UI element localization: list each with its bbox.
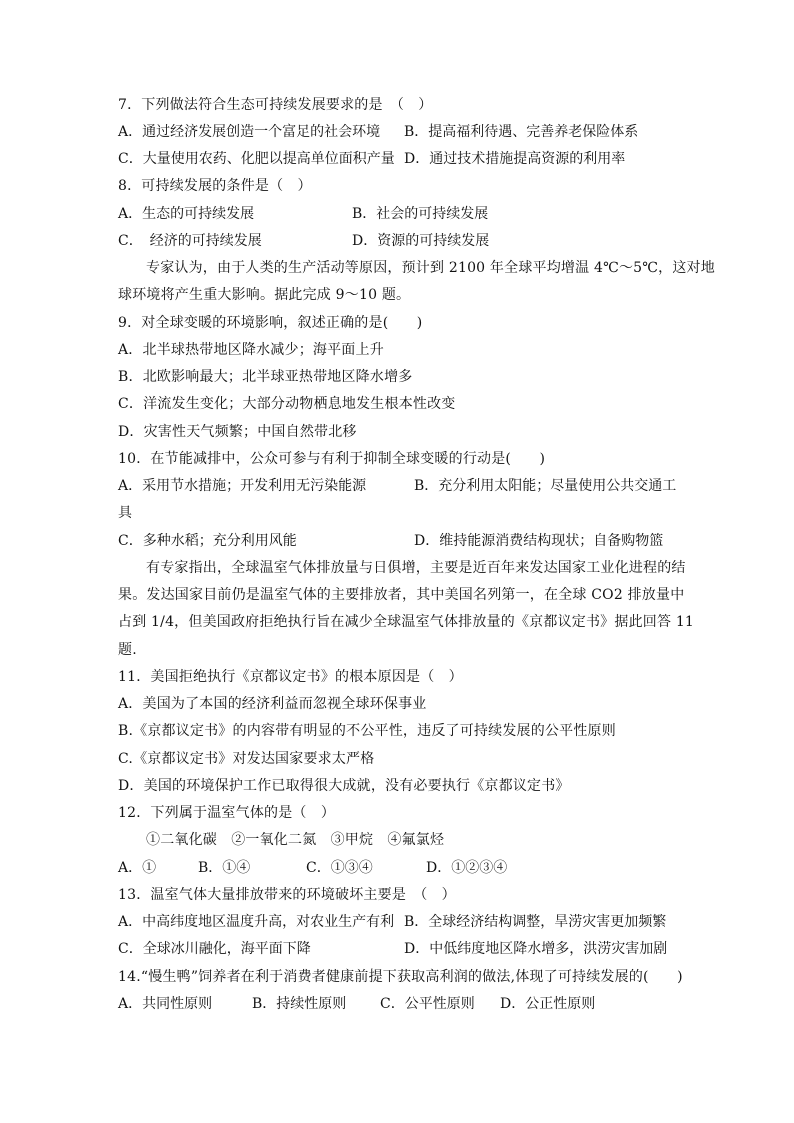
q7-option-b: B．提高福利待遇、完善养老保险体系 xyxy=(404,124,639,140)
q8-option-a: A．生态的可持续发展 xyxy=(118,206,255,222)
q14-option-c: C．公平性原则 xyxy=(380,996,475,1012)
q14-stem: 14.“慢生鸭”饲养者在利于消费者健康前提下获取高利润的做法,体现了可持续发展的( ) xyxy=(118,969,683,985)
passage1-line2: 球环境将产生重大影响。据此完成 9～10 题。 xyxy=(118,287,411,303)
q10-option-d: D．维持能源消费结构现状；自备购物篮 xyxy=(414,533,664,549)
q11-option-c: C.《京都议定书》对发达国家要求太严格 xyxy=(118,751,375,767)
q11-option-b: B.《京都议定书》的内容带有明显的不公平性，违反了可持续发展的公平性原则 xyxy=(118,723,616,739)
q8-option-c: C． 经济的可持续发展 xyxy=(118,233,262,249)
q13-stem: 13．温室气体大量排放带来的环境破坏主要是 （ ） xyxy=(118,887,456,903)
q13-option-a: A．中高纬度地区温度升高，对农业生产有利 xyxy=(118,914,395,930)
q10-stem: 10．在节能减排中，公众可参与有利于抑制全球变暖的行动是( ) xyxy=(118,451,546,467)
q8-option-b: B．社会的可持续发展 xyxy=(352,206,489,222)
passage2-line2: 果。发达国家目前仍是温室气体的主要排放者，其中美国名列第一，在全球 CO2 排放量中 xyxy=(118,587,685,603)
q7-option-c: C．大量使用农药、化肥以提高单位面积产量 xyxy=(118,151,395,167)
q9-option-a: A．北半球热带地区降水减少；海平面上升 xyxy=(118,342,384,358)
q10-option-b: B．充分利用太阳能；尽量使用公共交通工 xyxy=(414,478,677,494)
passage2-line1: 有专家指出，全球温室气体排放量与日俱增，主要是近百年来发达国家工业化进程的结 xyxy=(146,560,686,576)
q10-option-c: C．多种水稻；充分利用风能 xyxy=(118,533,297,549)
passage2-line4: 题. xyxy=(118,642,137,658)
q12-option-a: A．① xyxy=(118,860,157,876)
q13-option-d: D．中低纬度地区降水增多，洪涝灾害加剧 xyxy=(404,941,668,957)
q9-option-c: C．洋流发生变化；大部分动物栖息地发生根本性改变 xyxy=(118,396,456,412)
q7-option-d: D．通过技术措施提高资源的利用率 xyxy=(404,151,626,167)
q8-option-d: D．资源的可持续发展 xyxy=(352,233,490,249)
q12-option-d: D．①②③④ xyxy=(426,860,508,876)
q11-option-d: D．美国的环境保护工作已取得很大成就，没有必要执行《京都议定书》 xyxy=(118,778,570,794)
q9-stem: 9．对全球变暖的环境影响，叙述正确的是( ) xyxy=(118,315,423,331)
q7-option-a: A．通过经济发展创造一个富足的社会环境 xyxy=(118,124,381,140)
q12-items: ①二氧化碳 ②一氧化二氮 ③甲烷 ④氟氯烃 xyxy=(146,832,445,848)
passage2-line3: 占到 1/4，但美国政府拒绝执行旨在减少全球温室气体排放量的《京都议定书》据此回答 11 xyxy=(118,614,695,630)
passage1-line1: 专家认为，由于人类的生产活动等原因，预计到 2100 年全球平均增温 4℃～5℃，这对地 xyxy=(146,260,715,276)
q10-option-a: A．采用节水措施；开发利用无污染能源 xyxy=(118,478,367,494)
q12-stem: 12．下列属于温室气体的是（ ） xyxy=(118,805,336,821)
q11-stem: 11．美国拒绝执行《京都议定书》的根本原因是（ ） xyxy=(118,669,463,685)
q7-stem: 7．下列做法符合生态可持续发展要求的是 （ ） xyxy=(118,97,433,113)
q9-option-b: B．北欧影响最大；北半球亚热带地区降水增多 xyxy=(118,369,413,385)
q13-option-b: B．全球经济结构调整，旱涝灾害更加频繁 xyxy=(404,914,667,930)
q12-option-b: B．①④ xyxy=(198,860,251,876)
q11-option-a: A．美国为了本国的经济利益而忽视全球环保事业 xyxy=(118,696,427,712)
q14-option-b: B．持续性原则 xyxy=(252,996,347,1012)
q8-stem: 8．可持续发展的条件是（ ） xyxy=(118,178,312,194)
q9-option-d: D．灾害性天气频繁；中国自然带北移 xyxy=(118,424,357,440)
q12-option-c: C．①③④ xyxy=(306,860,373,876)
q14-option-a: A．共同性原则 xyxy=(118,996,213,1012)
q14-option-d: D．公正性原则 xyxy=(500,996,596,1012)
q13-option-c: C．全球冰川融化，海平面下降 xyxy=(118,941,311,957)
q10-option-b-continued: 具 xyxy=(118,505,132,521)
